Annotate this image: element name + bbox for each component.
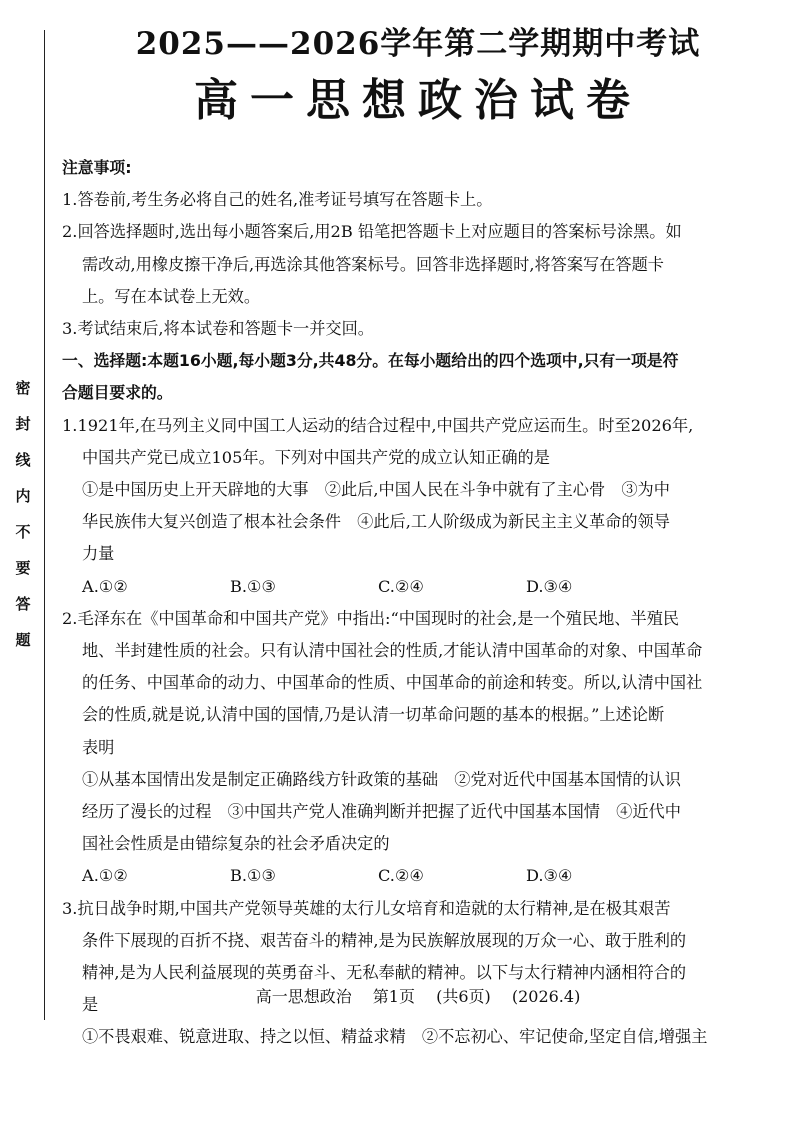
question-stem-line: 1.1921年,在马列主义同中国工人运动的结合过程中,中国共产党应运而生。时至2026年,: [62, 415, 694, 435]
answer-option: C.②④: [378, 866, 424, 886]
answer-option: B.①③: [230, 866, 277, 886]
section-heading: [62, 345, 774, 409]
question-statement-line: ①从基本国情出发是制定正确路线方针政策的基础 ②党对近代中国基本国情的认识: [82, 769, 681, 789]
question-stem-line: 是: [82, 995, 99, 1015]
question-statement-line: 国社会性质是由错综复杂的社会矛盾决定的: [82, 834, 390, 854]
notice-list: [62, 184, 774, 345]
answer-options: [62, 571, 774, 603]
question-statement-line: ①不畏艰难、锐意进取、持之以恒、精益求精 ②不忘初心、牢记使命,坚定自信,增强主: [82, 1027, 708, 1047]
binding-char: 内: [15, 487, 31, 505]
binding-char: 封: [15, 415, 31, 433]
binding-char: 不: [15, 523, 31, 541]
answer-option: A.①②: [82, 866, 128, 886]
footer-date: (2026.4): [511, 987, 581, 1006]
question-stem-line: 地、半封建性质的社会。只有认清中国社会的性质,才能认清中国革命的对象、中国革命: [82, 641, 703, 661]
answer-option: D.③④: [526, 576, 573, 596]
footer-total: (共6页): [436, 987, 491, 1006]
answer-option: A.①②: [82, 576, 128, 596]
question-statement-line: 华民族伟大复兴创造了根本社会条件 ④此后,工人阶级成为新民主主义革命的领导: [82, 512, 670, 532]
binding-char: 答: [15, 595, 31, 613]
question: [62, 410, 774, 603]
binding-char: 题: [15, 631, 31, 649]
exam-subtitle: 高一思想政治试卷: [194, 75, 642, 126]
footer-subject: 高一思想政治: [255, 987, 352, 1006]
question-stem-line: 表明: [82, 737, 115, 757]
question-statement-line: 经历了漫长的过程 ③中国共产党人准确判断并把握了近代中国基本国情 ④近代中: [82, 802, 681, 822]
question-stem-line: 条件下展现的百折不挠、艰苦奋斗的精神,是为民族解放展现的万众一心、敢于胜利的: [82, 930, 687, 950]
notice-item-line: 3.考试结束后,将本试卷和答题卡一并交回。: [62, 319, 374, 339]
exam-page: [62, 22, 774, 1054]
question-stem-line: 的任务、中国革命的动力、中国革命的性质、中国革命的前途和转变。所以,认清中国社: [82, 673, 703, 693]
notice-item-line: 1.答卷前,考生务必将自己的姓名,准考证号填写在答题卡上。: [62, 190, 493, 210]
question-list: [62, 410, 774, 1054]
question: [62, 603, 774, 893]
notice-heading: 注意事项:: [62, 158, 132, 177]
question-stem-line: 精神,是为人民利益展现的英勇奋斗、无私奉献的精神。以下与太行精神内涵相符合的: [82, 963, 687, 983]
question-statement-line: ①是中国历史上开天辟地的大事 ②此后,中国人民在斗争中就有了主心骨 ③为中: [82, 480, 670, 500]
notice-item-line: 2.回答选择题时,选出每小题答案后,用2B 铅笔把答题卡上对应题目的答案标号涂黑。如: [62, 222, 682, 242]
footer-page: 第1页: [372, 987, 415, 1006]
question-stem-line: 会的性质,就是说,认清中国的国情,乃是认清一切革命问题的基本的根据。”上述论断: [82, 705, 665, 725]
section-heading-line: 合题目要求的。: [62, 383, 173, 403]
answer-option: B.①③: [230, 576, 277, 596]
exam-title: 2025——2026学年第二学期期中考试: [135, 26, 701, 62]
question-stem-line: 中国共产党已成立105年。下列对中国共产党的成立认知正确的是: [82, 447, 550, 467]
answer-options: [62, 860, 774, 892]
binding-notice: [12, 378, 34, 666]
binding-char: 要: [15, 559, 31, 577]
binding-char: 线: [15, 451, 31, 469]
exam-body: [62, 152, 774, 1054]
binding-char: 密: [15, 379, 31, 397]
answer-option: D.③④: [526, 866, 573, 886]
notice-item-line: 需改动,用橡皮擦干净后,再选涂其他答案标号。回答非选择题时,将答案写在答题卡: [82, 254, 664, 274]
answer-option: C.②④: [378, 576, 424, 596]
question: [62, 893, 774, 1054]
notice-item-line: 上。写在本试卷上无效。: [82, 286, 261, 306]
section-heading-line: 一、选择题:本题16小题,每小题3分,共48分。在每小题给出的四个选项中,只有一项是符: [62, 351, 679, 371]
page-footer: [62, 983, 774, 1011]
question-stem-line: 3.抗日战争时期,中国共产党领导英雄的太行儿女培育和造就的太行精神,是在极其艰苦: [62, 898, 671, 918]
question-statement-line: 力量: [82, 544, 115, 564]
question-stem-line: 2.毛泽东在《中国革命和中国共产党》中指出:“中国现时的社会,是一个殖民地、半殖民: [62, 608, 680, 628]
binding-line: [44, 30, 45, 1020]
